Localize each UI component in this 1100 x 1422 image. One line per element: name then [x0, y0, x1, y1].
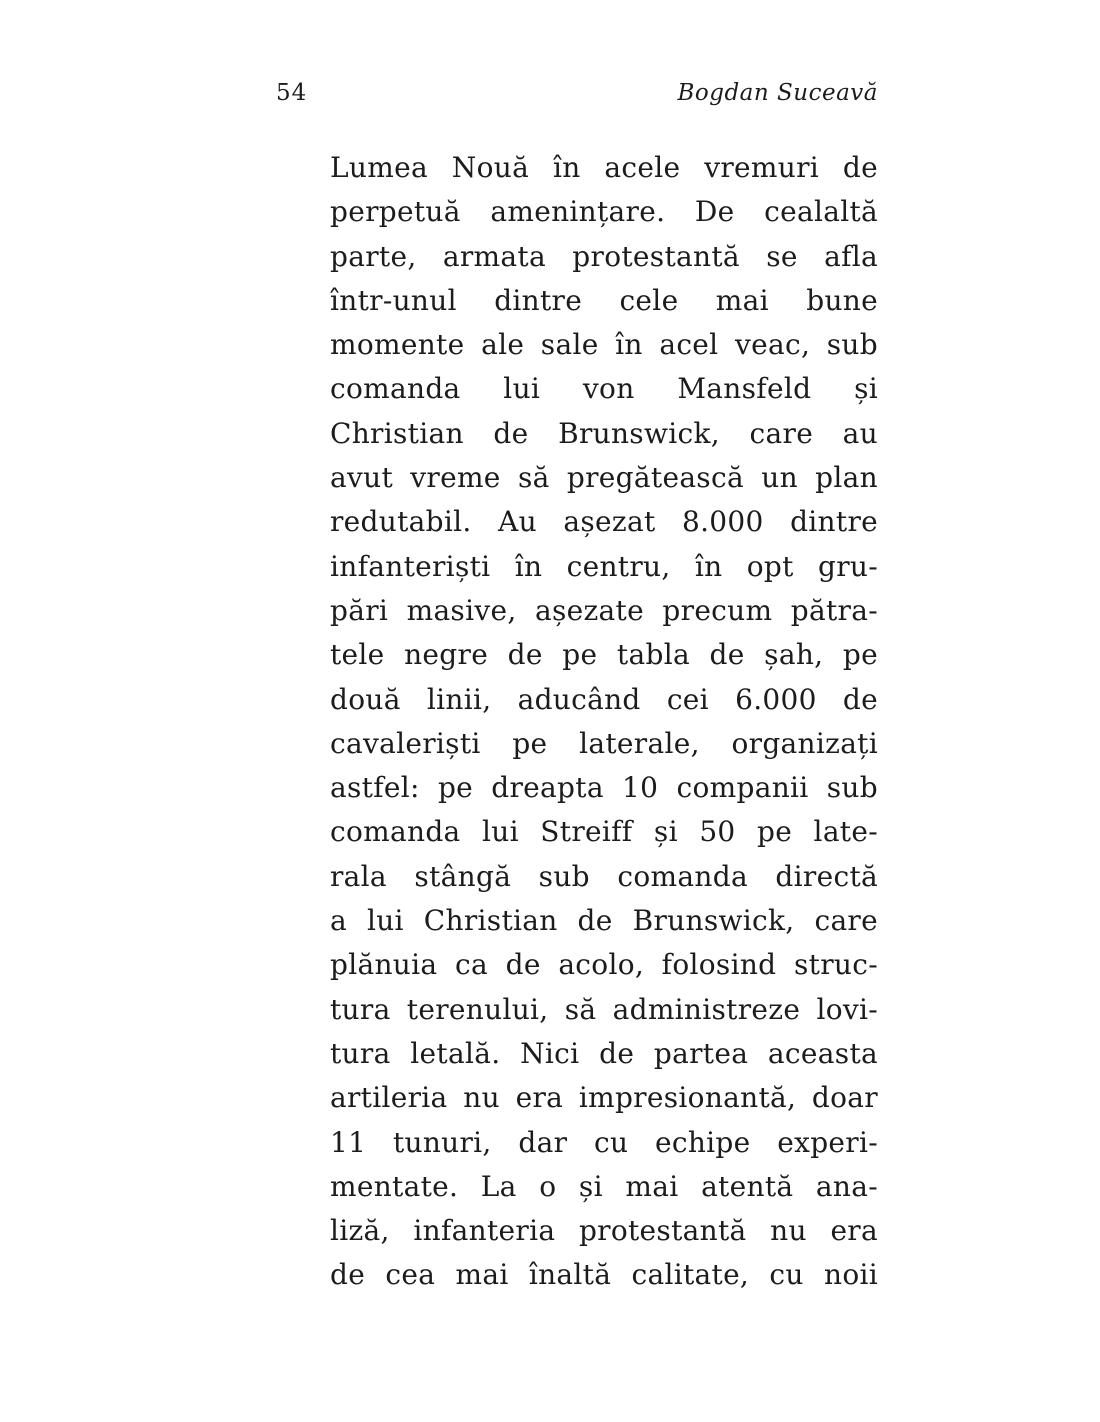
text-line: tele negre de pe tabla de șah, pe — [330, 638, 878, 672]
text-line: parte, armata protestantă se afla — [330, 239, 878, 273]
text-line: Christian de Brunswick, care au — [330, 416, 878, 450]
text-line: 11 tunuri, dar cu echipe experi- — [330, 1125, 878, 1159]
text-line: tura terenului, să administreze lovi- — [330, 992, 878, 1026]
text-line: momente ale sale în acel veac, sub — [330, 328, 878, 362]
text-line: astfel: pe dreapta 10 companii sub — [330, 771, 878, 805]
text-line: comanda lui Streiff și 50 pe late- — [330, 815, 878, 849]
running-header-author: Bogdan Suceavă — [677, 80, 878, 106]
text-line: perpetuă amenințare. De cealaltă — [330, 195, 878, 229]
text-line: tura letală. Nici de partea aceasta — [330, 1036, 878, 1070]
text-line: plănuia ca de acolo, folosind struc- — [330, 948, 878, 982]
text-line: liză, infanteria protestantă nu era — [330, 1214, 878, 1248]
text-line: redutabil. Au așezat 8.000 dintre — [330, 505, 878, 539]
text-line: artileria nu era impresionantă, doar — [330, 1081, 878, 1115]
text-line: avut vreme să pregătească un plan — [330, 461, 878, 495]
text-line: infanteriști în centru, în opt gru- — [330, 549, 878, 583]
page-header — [276, 80, 878, 106]
text-line: două linii, aducând cei 6.000 de — [330, 682, 878, 716]
text-line: rala stângă sub comanda directă — [330, 859, 878, 893]
text-line: pări masive, așezate precum pătra- — [330, 593, 878, 627]
text-block — [330, 146, 878, 1298]
text-line: comanda lui von Mansfeld și — [330, 372, 878, 406]
text-line: cavaleriști pe laterale, organizați — [330, 726, 878, 760]
text-line: mentate. La o și mai atentă ana- — [330, 1169, 878, 1203]
text-line: într-unul dintre cele mai bune — [330, 283, 878, 317]
text-line: Lumea Nouă în acele vremuri de — [330, 151, 878, 184]
text-line: de cea mai înaltă calitate, cu noii — [330, 1258, 878, 1292]
text-line: a lui Christian de Brunswick, care — [330, 904, 878, 938]
page-number: 54 — [276, 80, 308, 106]
